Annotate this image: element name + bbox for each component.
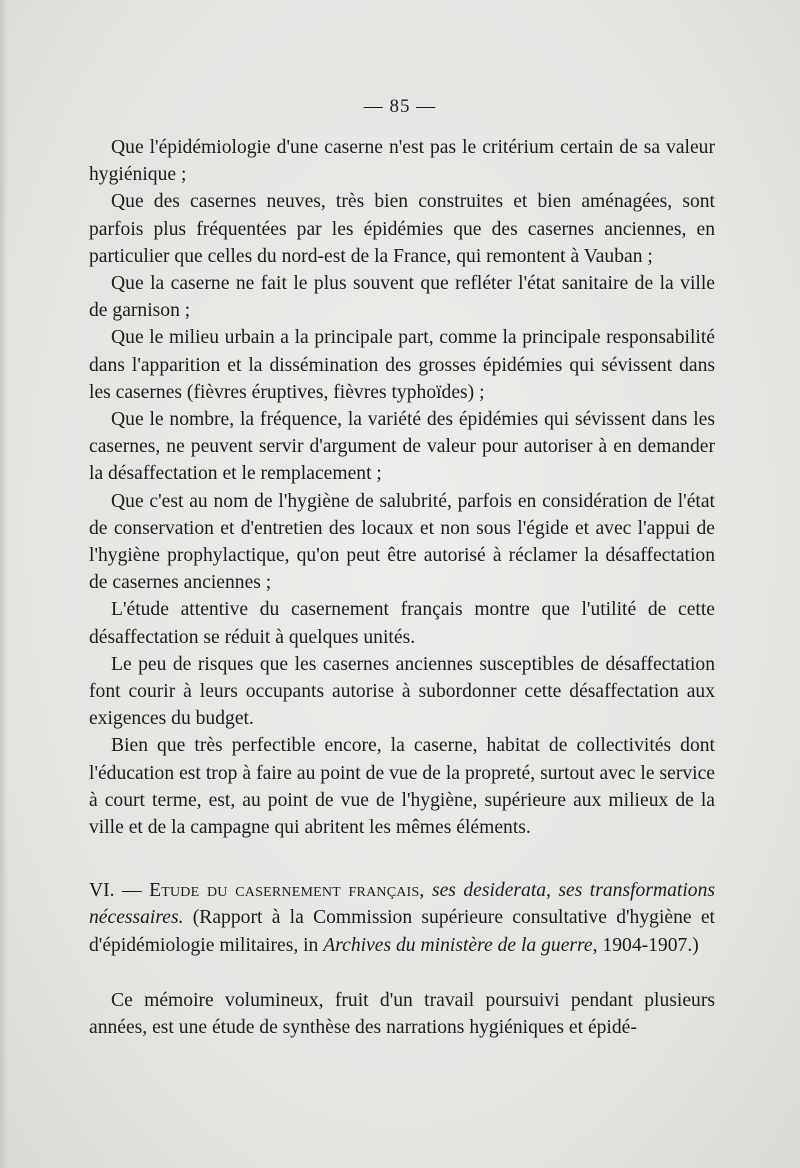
section-reference-years: , 1904-1907.) (592, 934, 699, 956)
paragraph-1: Que l'épidémiologie d'une caserne n'est pas le critérium certain de sa valeur hygiénique ; (89, 137, 715, 186)
section-reference: (Rapport à la Commission supérieure consultative d'hygiène et d'épidémiologie militaires, in (89, 907, 715, 956)
section-number: VI. — (89, 880, 150, 902)
section-reference-source: Archives du ministère de la guerre (323, 934, 593, 956)
paragraph-9: Bien que très perfectible encore, la caserne, habitat de collectivités dont l'éducation est trop à faire au point de vue de la propreté, surtout avec le service à court terme, est, au point de vue de l'hygiène, supérieure aux milieux de la ville et de la campagne qui abritent les mêmes éléments. (89, 735, 715, 839)
paragraph-6: Que c'est au nom de l'hygiène de salubrité, parfois en considération de l'état de conservation et d'entretien des locaux et non sous l'égide et avec l'appui de l'hygiène prophylactique, qu'on peut être autorisé à réclamer la désaffectation de casernes anciennes ; (89, 490, 715, 594)
body-text (89, 134, 715, 1041)
paragraph-3: Que la caserne ne fait le plus souvent que refléter l'état sanitaire de la ville de garnison ; (89, 273, 715, 322)
page-edge-shadow (0, 0, 8, 1168)
paragraph-4: Que le milieu urbain a la principale part, comme la principale responsabilité dans l'apparition et la dissémination des grosses épidémies qui sévissent dans les casernes (fièvres éruptives, fièvres typhoïdes) ; (89, 327, 715, 403)
final-paragraph: Ce mémoire volumineux, fruit d'un travail poursuivi pendant plusieurs années, est une étude de synthèse des narrations hygiéniques et épidé- (89, 989, 715, 1039)
section-subtitle: ses desiderata, ses transformations nécessaires. (89, 880, 715, 929)
section-heading (89, 877, 715, 959)
paragraph-7: L'étude attentive du casernement français montre que l'utilité de cette désaffectation se réduit à quelques unités. (89, 599, 715, 648)
section-title: Etude du casernement français, (149, 880, 425, 902)
paragraph-2: Que des casernes neuves, très bien construites et bien aménagées, sont parfois plus fréquentées par les épidémies que des casernes anciennes, en particulier que celles du nord-est de la France, qui remontent à Vauban ; (89, 191, 715, 267)
page-number: — 85 — (363, 96, 437, 117)
paragraph-8: Le peu de risques que les casernes anciennes susceptibles de désaffectation font courir à leurs occupants autorise à subordonner cette désaffectation aux exigences du budget. (89, 653, 715, 730)
paragraph-5: Que le nombre, la fréquence, la variété des épidémies qui sévissent dans les casernes, ne peuvent servir d'argument de valeur pour autoriser à en demander la désaffectation et le remplacement ; (89, 409, 715, 485)
